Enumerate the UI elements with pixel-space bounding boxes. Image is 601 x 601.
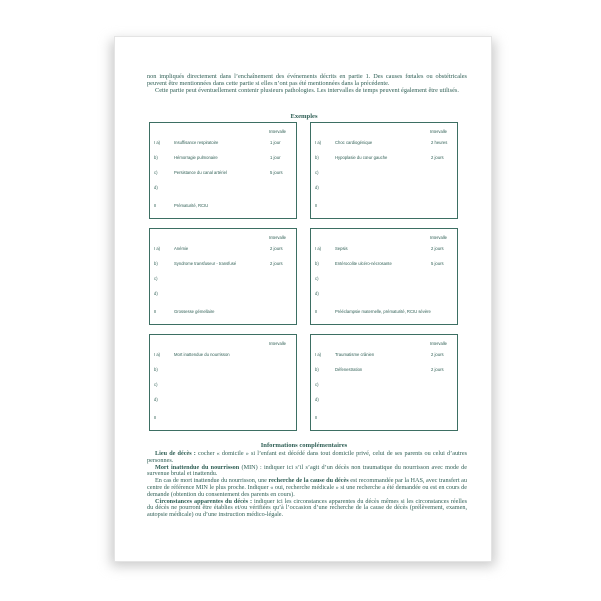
cause-line-label: c) [154,170,158,175]
cause-text: Anémie [174,246,189,251]
cause-interval: 2 jours [431,367,444,372]
cause-row [315,155,453,161]
cause-text: Mort inattendue du nourrisson [174,352,230,357]
cause-row [315,246,453,252]
cause-interval: 2 jours [431,155,444,160]
intro-paragraph: non impliqués directement dans l’enchaînement des événements décrits en partie 1. Des causes fœtales ou obstétricales peuvent être mentionnées dans cette partie si elles n’ont pas été mentionnées dans la précédente. [147,73,467,87]
cause-row [315,261,453,267]
cause-row [315,352,453,358]
example-box [310,122,458,219]
cause-text: Insuffisance respiratoire [174,140,219,145]
cause-row [154,261,292,267]
cause-line-label: I a) [315,140,322,145]
cause-interval: 1 jour [270,155,281,160]
cause-line-label: d) [315,397,319,402]
cause-row [154,352,292,358]
cause-line-label: b) [154,261,158,266]
cause-line-label: c) [315,170,319,175]
cause-line-label: c) [315,276,319,281]
cause-row [154,155,292,161]
cause-text: Prématurité, RCIU [174,203,209,208]
info-recherche-text: est recommandée par la HAS, avec transfert au centre de référence MIN le plus proche. Indiquer « oui, recherche médicale » si une recherche a été demandée ou est en cours de demande (obtention du consentement des parents en cours). [147,477,467,498]
cause-row [154,246,292,252]
cause-line-label: c) [154,276,158,281]
cause-row [154,276,292,282]
cause-line-label: d) [315,291,319,296]
cause-row [154,185,292,191]
document-page [114,36,492,562]
example-box [149,228,297,325]
cause-text: Choc cardiogénique [335,140,373,145]
cause-row [315,170,453,176]
info-min [147,465,467,479]
cause-text: Sepsis [335,246,348,251]
cause-line-label: b) [315,261,319,266]
info-lieu-label: Lieu de décès : [155,450,196,457]
cause-line-label: II [154,415,157,420]
interval-header: Intervalle [430,235,447,240]
cause-row [154,415,292,421]
interval-header: Intervalle [430,129,447,134]
cause-interval: 2 jours [431,246,444,251]
info-recherche-label: recherche de la cause du décès [268,477,349,485]
cause-line-label: I a) [315,246,322,251]
info-section [147,451,467,519]
cause-row [315,276,453,282]
cause-text: Persistance du canal artériel [174,170,227,175]
cause-line-label: b) [315,367,319,372]
info-circonstances [147,499,467,519]
example-box [149,122,297,219]
cause-text: Hémorragie pulmonaire [174,155,218,160]
info-heading: Informations complémentaires [260,442,348,449]
cause-interval: 5 jours [270,170,283,175]
cause-row [315,382,453,388]
cause-row [315,415,453,421]
cause-row [315,140,453,146]
cause-row [154,203,292,209]
info-recherche-pre: En cas de mort inattendue du nourrisson, une [155,477,269,485]
cause-text: Hypoplasie du cœur gauche [335,155,388,160]
cause-row [315,397,453,403]
cause-line-label: d) [154,291,158,296]
intro-text [147,73,467,94]
cause-line-label: II [154,309,157,314]
cause-text: Syndrome transfuseur - transfusé [174,261,237,266]
cause-line-label: I a) [315,352,322,357]
cause-line-label: I a) [154,246,161,251]
cause-line-label: d) [315,185,319,190]
cause-interval: 2 heures [431,140,448,145]
cause-row [315,367,453,373]
example-box [149,334,297,431]
info-recherche [147,478,467,498]
cause-line-label: II [315,203,318,208]
cause-interval: 1 jour [270,140,281,145]
info-min-label: Mort inattendue du nourrisson [155,463,240,471]
cause-line-label: c) [315,382,319,387]
cause-row [154,140,292,146]
info-circonstances-label: Circonstances apparentes du décès : [155,497,253,505]
interval-header: Intervalle [269,341,286,346]
cause-row [154,291,292,297]
cause-line-label: c) [154,382,158,387]
cause-row [154,397,292,403]
info-min-text: (MIN) : indiquer ici s’il s’agit d’un décès non traumatique du nourrisson avec mode de survenue brutal et inattendu. [147,463,467,478]
cause-row [154,367,292,373]
cause-interval: 2 jours [270,246,283,251]
interval-header: Intervalle [269,129,286,134]
cause-row [315,185,453,191]
intro-paragraph: Cette partie peut éventuellement contenir plusieurs pathologies. Les intervalles de temps peuvent également être utilisés. [155,87,459,94]
cause-line-label: II [154,203,157,208]
cause-row [315,291,453,297]
cause-text: Entérocolite ulcéro-nécrosante [335,261,392,266]
cause-interval: 5 jours [431,261,444,266]
cause-text: Grossesse gémellaire [174,309,215,314]
cause-row [315,203,453,209]
example-box [310,334,458,431]
cause-interval: 2 jours [431,352,444,357]
info-circonstances-text: indiquer ici les circonstances apparentes du décès mêmes si les circonstances réelles du décès ne pourront être établies et/ou vérifiées qu’à l’occasion d’une recherche de la cause de décès (prélèvement, examen, autopsie médicale) ou d’une instruction médico-légale. [147,497,467,519]
cause-line-label: II [315,309,318,314]
cause-line-label: II [315,415,318,420]
cause-line-label: b) [154,155,158,160]
info-lieu-text: cocher « domicile » si l’enfant est décédé dans tout domicile privé, celui de ses parents ou celui d’autres personnes. [147,450,467,464]
cause-line-label: I a) [154,352,161,357]
example-box [310,228,458,325]
cause-row [154,382,292,388]
cause-line-label: d) [154,185,158,190]
cause-line-label: I a) [154,140,161,145]
cause-row [315,309,453,315]
cause-line-label: b) [315,155,319,160]
cause-line-label: d) [154,397,158,402]
examples-heading: Exemples [290,113,318,120]
cause-row [154,309,292,315]
cause-text: Traumatisme crânien [335,352,375,357]
cause-text: Défenestration [335,367,363,372]
cause-row [154,170,292,176]
interval-header: Intervalle [269,235,286,240]
interval-header: Intervalle [430,341,447,346]
cause-line-label: b) [154,367,158,372]
cause-text: Prééclampsie maternelle, prématurité, RCIU sévère [335,309,431,314]
info-lieu [147,451,467,465]
cause-interval: 2 jours [270,261,283,266]
